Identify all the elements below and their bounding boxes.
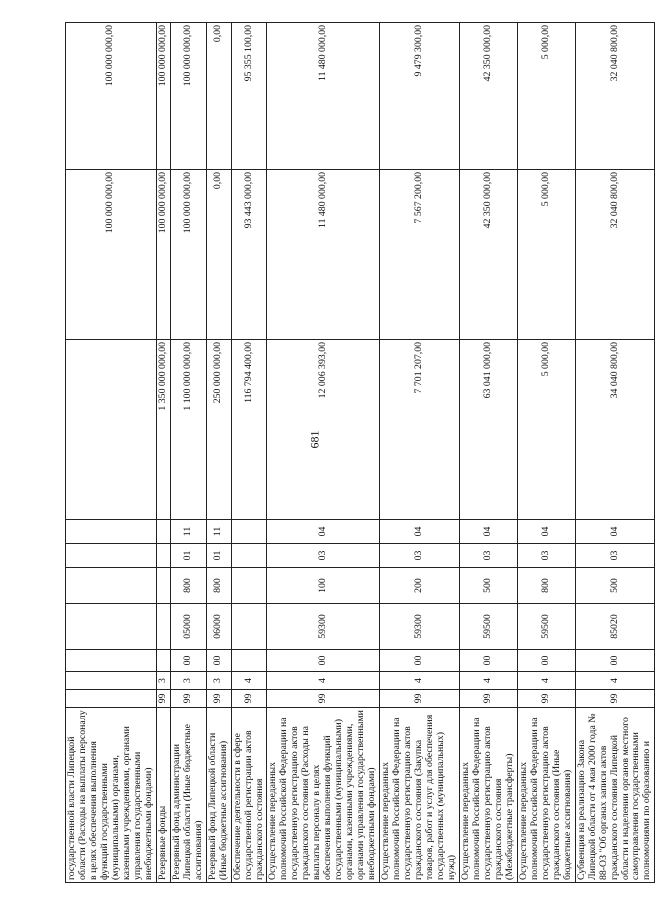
direction-code: 85020 — [575, 603, 655, 649]
main-event-code — [231, 649, 267, 671]
expense-type-code — [156, 567, 170, 603]
amount-year-2: 100 000 000,00 — [170, 169, 206, 339]
direction-code: 05000 — [170, 603, 206, 649]
amount-year-1: 5 000,00 — [517, 339, 575, 519]
table-row — [380, 22, 460, 882]
subsection-code: 11 — [170, 519, 206, 543]
main-event-code: 00 — [575, 649, 655, 671]
table-row — [459, 22, 517, 882]
amount-year-3: 100 000 000,00 — [156, 22, 170, 169]
amount-year-3: 100 000 000,00 — [170, 22, 206, 169]
section-code — [66, 543, 157, 567]
amount-year-2: 100 000 000,00 — [156, 169, 170, 339]
section-code — [231, 543, 267, 567]
expense-type-code: 800 — [170, 567, 206, 603]
section-code: 01 — [170, 543, 206, 567]
program-code: 99 — [459, 689, 517, 707]
row-description: Резервный фонд Липецкой области (Иные бюджетные ассигнования) — [206, 707, 231, 882]
main-event-code: 00 — [170, 649, 206, 671]
expense-type-code: 500 — [459, 567, 517, 603]
expense-type-code: 800 — [517, 567, 575, 603]
amount-year-1: 1 100 000 000,00 — [170, 339, 206, 519]
amount-year-3: 95 355 100,00 — [231, 22, 267, 169]
program-code: 99 — [517, 689, 575, 707]
subprogram-code: 3 — [156, 671, 170, 689]
subsection-code: 04 — [517, 519, 575, 543]
amount-year-2: 0,00 — [206, 169, 231, 339]
amount-year-1: 250 000 000,00 — [206, 339, 231, 519]
program-code: 99 — [170, 689, 206, 707]
table-row — [231, 22, 267, 882]
table-row — [156, 22, 170, 882]
amount-year-2: 93 443 000,00 — [231, 169, 267, 339]
subsection-code: 04 — [380, 519, 460, 543]
amount-year-1: 34 040 800,00 — [575, 339, 655, 519]
subprogram-code: 4 — [459, 671, 517, 689]
direction-code: 06000 — [206, 603, 231, 649]
subsection-code: 11 — [206, 519, 231, 543]
amount-year-3: 0,00 — [206, 22, 231, 169]
section-code: 03 — [459, 543, 517, 567]
table-body — [66, 22, 655, 882]
amount-year-1: 12 006 393,00 — [267, 339, 380, 519]
expense-type-code: 500 — [575, 567, 655, 603]
program-code: 99 — [380, 689, 460, 707]
table-row — [575, 22, 655, 882]
direction-code — [231, 603, 267, 649]
subprogram-code: 4 — [517, 671, 575, 689]
amount-year-2: 42 350 000,00 — [459, 169, 517, 339]
amount-year-3: 42 350 000,00 — [459, 22, 517, 169]
program-code: 99 — [206, 689, 231, 707]
main-event-code: 00 — [206, 649, 231, 671]
direction-code — [156, 603, 170, 649]
amount-year-1 — [66, 339, 157, 519]
main-event-code: 00 — [459, 649, 517, 671]
amount-year-3: 100 000 000,00 — [66, 22, 157, 169]
subprogram-code: 4 — [575, 671, 655, 689]
direction-code: 59300 — [380, 603, 460, 649]
main-event-code: 00 — [517, 649, 575, 671]
amount-year-1: 63 041 000,00 — [459, 339, 517, 519]
expense-type-code — [66, 567, 157, 603]
row-description: Субвенция на реализацию Закона Липецкой области от 4 мая 2000 года № 88-ОЗ "Об органах записи актов гражданского состояния Липецкой области и наделении органов местного самоуправления государственными полномочиями по образованию и — [575, 707, 655, 882]
subsection-code: 04 — [459, 519, 517, 543]
section-code: 03 — [267, 543, 380, 567]
row-description: Осуществление переданных полномочий Российской Федерации на государственную регистрацию актов гражданского состояния (Закупка товаров, работ и услуг для обеспечения государственных (муниципальных) нужд) — [380, 707, 460, 882]
subprogram-code: 3 — [206, 671, 231, 689]
direction-code — [66, 603, 157, 649]
section-code: 01 — [206, 543, 231, 567]
direction-code: 59500 — [459, 603, 517, 649]
subprogram-code: 4 — [231, 671, 267, 689]
subsection-code — [66, 519, 157, 543]
table-row — [170, 22, 206, 882]
rotated-budget-table — [65, 23, 653, 883]
amount-year-1: 1 350 000 000,00 — [156, 339, 170, 519]
subsection-code — [231, 519, 267, 543]
page-number: 681 — [307, 430, 322, 449]
expense-type-code: 800 — [206, 567, 231, 603]
amount-year-2: 100 000 000,00 — [66, 169, 157, 339]
budget-table — [65, 22, 655, 883]
amount-year-3: 11 480 000,00 — [267, 22, 380, 169]
main-event-code: 00 — [267, 649, 380, 671]
amount-year-2: 11 480 000,00 — [267, 169, 380, 339]
row-description: Осуществление переданных полномочий Российской Федерации на государственную регистрацию актов гражданского состояния (Расходы на выплаты персоналу в целях обеспечения выполнения функций государственными (муниципальными) органами, казенными учреждениями, органами управления государственными внебюджетными фондами) — [267, 707, 380, 882]
table-row — [267, 22, 380, 882]
row-description: Осуществление переданных полномочий Российской Федерации на государственную регистрацию актов гражданского состояния (Межбюджетные трансферты) — [459, 707, 517, 882]
subprogram-code: 4 — [267, 671, 380, 689]
main-event-code — [156, 649, 170, 671]
expense-type-code: 100 — [267, 567, 380, 603]
table-row — [206, 22, 231, 882]
row-description: Обеспечение деятельности в сфере государственной регистрации актов гражданского состояния — [231, 707, 267, 882]
amount-year-3: 5 000,00 — [517, 22, 575, 169]
amount-year-2: 32 040 800,00 — [575, 169, 655, 339]
amount-year-3: 32 040 800,00 — [575, 22, 655, 169]
main-event-code: 00 — [380, 649, 460, 671]
amount-year-3: 9 479 300,00 — [380, 22, 460, 169]
subsection-code: 04 — [575, 519, 655, 543]
amount-year-2: 7 567 200,00 — [380, 169, 460, 339]
direction-code: 59300 — [267, 603, 380, 649]
row-description: Резервные фонды — [156, 707, 170, 882]
amount-year-1: 116 794 400,00 — [231, 339, 267, 519]
subprogram-code: 3 — [170, 671, 206, 689]
program-code: 99 — [156, 689, 170, 707]
subsection-code: 04 — [267, 519, 380, 543]
subsection-code — [156, 519, 170, 543]
amount-year-2: 5 000,00 — [517, 169, 575, 339]
subprogram-code — [66, 671, 157, 689]
expense-type-code: 200 — [380, 567, 460, 603]
program-code: 99 — [267, 689, 380, 707]
subprogram-code: 4 — [380, 671, 460, 689]
section-code: 03 — [575, 543, 655, 567]
row-description: Осуществление переданных полномочий Российской Федерации на государственную регистрацию актов гражданского состояния (Иные бюджетные ассигнования) — [517, 707, 575, 882]
main-event-code — [66, 649, 157, 671]
direction-code: 59500 — [517, 603, 575, 649]
row-description: государственной власти Липецкой области (Расходы на выплаты персоналу в целях обеспечения выполнения функций государственными (муниципальными) органами, казенными учреждениями, органами управления государственными внебюджетными фондами) — [66, 707, 157, 882]
section-code: 03 — [380, 543, 460, 567]
program-code: 99 — [575, 689, 655, 707]
table-row — [517, 22, 575, 882]
amount-year-1: 7 701 207,00 — [380, 339, 460, 519]
section-code — [156, 543, 170, 567]
program-code: 99 — [231, 689, 267, 707]
program-code — [66, 689, 157, 707]
section-code: 03 — [517, 543, 575, 567]
expense-type-code — [231, 567, 267, 603]
table-row — [66, 22, 157, 882]
row-description: Резервный фонд администрации Липецкой области (Иные бюджетные ассигнования) — [170, 707, 206, 882]
